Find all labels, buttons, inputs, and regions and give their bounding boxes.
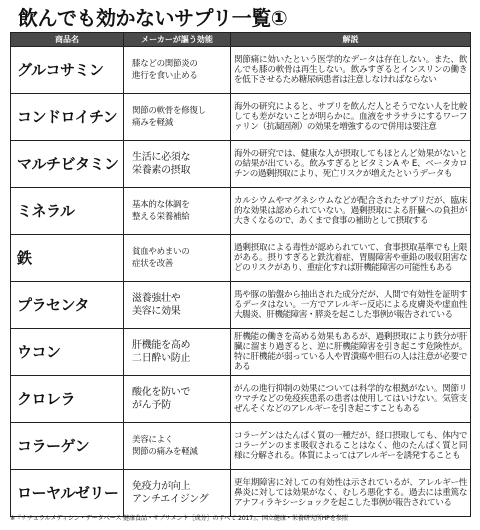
claimed-effect-line: 関節の軟骨を修復し [132,106,206,116]
claimed-effect [124,188,231,235]
claimed-effect-line: 酸化を防いで [132,387,191,398]
header-product-name: 商品名 [11,33,124,47]
explanation: 肝機能の働きを高める効果もあるが、過剰摂取により鉄分が肝臓に溜まり過ぎると、逆に肝機能障害を引き起こす危険性が。特に肝機能が弱っている人や胃潰瘍や胆石の人は注意が必要である [231,329,471,376]
claimed-effect-line: 美容に効果 [132,306,181,317]
claimed-effect [124,94,231,141]
product-name: マルチビタミン [11,141,124,188]
explanation: 過剰摂取による毒性が認められていて、食事摂取基準でも上限がある。摂りすぎると鉄沈着症、胃腸障害や亜鉛の吸収阻害などのリスクがあり、重症化すれば肝機能障害の可能性もある [231,235,471,282]
product-name: ミネラル [11,188,124,235]
explanation: 海外の研究では、健康な人が摂取してもほとんど効果がないとの結果が出ている。飲みすぎるとビタミンA や E、ベータカロチンの過剰摂取により、死亡リスクが増えたというデータも [231,141,471,188]
claimed-effect-line: 栄養素の摂取 [132,165,191,176]
claimed-effect-line: 美容によく [132,435,174,445]
product-name: コンドロイチン [11,94,124,141]
page-title: 飲んでも効かないサプリ一覧① [18,6,288,30]
claimed-effect [124,47,231,94]
header-claimed-effect: メーカーが謳う効能 [124,33,231,47]
product-name: プラセンタ [11,282,124,329]
product-name: ローヤルゼリー [11,470,124,517]
claimed-effect-line: 滋養強壮や [132,293,181,304]
claimed-effect-line: 肝機能を高め [132,340,191,351]
table-header-row [11,33,471,47]
product-name: ウコン [11,329,124,376]
table-row [11,423,471,470]
explanation: 海外の研究によると、サプリを飲んだ人とそうでない人を比較しても差がないことが明らかに。血液をサラサラにするワーファリン（抗凝固剤）の効果を増強するので併用は要注意 [231,94,471,141]
claimed-effect-line: 進行を食い止める [132,71,198,81]
table-row [11,94,471,141]
claimed-effect [124,329,231,376]
explanation: コラーゲンはたんぱく質の一種だが、経口摂取しても、体内でコラーゲンのまま吸収されることはなく、他のたんぱく質と同様に分解される。体質によってはアレルギーを誘発することも [231,423,471,470]
claimed-effect-line: 生活に必須な [132,152,191,163]
claimed-effect [124,282,231,329]
claimed-effect-line: アンチエイジング [132,494,209,505]
explanation: 関節痛に効いたという医学的なデータは存在しない。また、飲んでも膝の軟骨は再生しない。飲みすぎるとインスリンの働きを低下させるため糖尿病患者は注意しなければならない [231,47,471,94]
explanation: 更年期障害に対しての有効性は示されているが、アレルギー性鼻炎に対しては効果がなく、むしろ悪化する。過去には重篤なアナフィラキシーショックを起こした事例が報告されている [231,470,471,517]
claimed-effect [124,470,231,517]
claimed-effect-line: 整える栄養補給 [132,212,190,222]
claimed-effect-line: 基本的な体調を [132,200,190,210]
claimed-effect-line: 二日酔い防止 [132,353,191,364]
explanation: がんの進行抑制の効果については科学的な根拠がない。関節リウマチなどの免疫疾患系の患者は使用してはいけない。気管支ぜんそくなどのアレルギーを引き起こすこともある [231,376,471,423]
claimed-effect [124,235,231,282]
source-footnote: ※『ナチュラルメディシン・データベース 健康食品・サプリメント［成分］のすべて 2017』、国立健康・栄養研究所HPを参照 [10,515,348,522]
table-row [11,188,471,235]
table-row [11,329,471,376]
table-row [11,141,471,188]
claimed-effect-line: 症状を改善 [132,259,174,269]
explanation: カルシウムやマグネシウムなどが配合されたサプリだが、臨床的な効果は認められていない。過剰摂取による肝臓への負担が大きくなるので、あくまで食事の補助として摂取する [231,188,471,235]
table-row [11,235,471,282]
product-name: グルコサミン [11,47,124,94]
header-explanation: 解説 [231,33,471,47]
claimed-effect-line: 免疫力が向上 [132,481,191,492]
claimed-effect [124,141,231,188]
claimed-effect-line: 痛みを軽減 [132,118,174,128]
claimed-effect-line: がん予防 [132,400,171,411]
supplement-table [10,32,471,517]
explanation: 馬や豚の胎盤から抽出された成分だが、人間で有効性を証明するデータはない。一方でアレルギー反応による皮膚炎や虚血性大腸炎、肝機能障害・膵炎を起こした事例が報告されている [231,282,471,329]
product-name: コラーゲン [11,423,124,470]
table-row [11,470,471,517]
table-row [11,282,471,329]
claimed-effect-line: 関節の痛みを軽減 [132,447,198,457]
claimed-effect-line: 膝などの関節炎の [132,59,198,69]
claimed-effect-line: 貧血やめまいの [132,247,190,257]
table-row [11,47,471,94]
product-name: 鉄 [11,235,124,282]
table-row [11,376,471,423]
claimed-effect [124,376,231,423]
claimed-effect [124,423,231,470]
product-name: クロレラ [11,376,124,423]
